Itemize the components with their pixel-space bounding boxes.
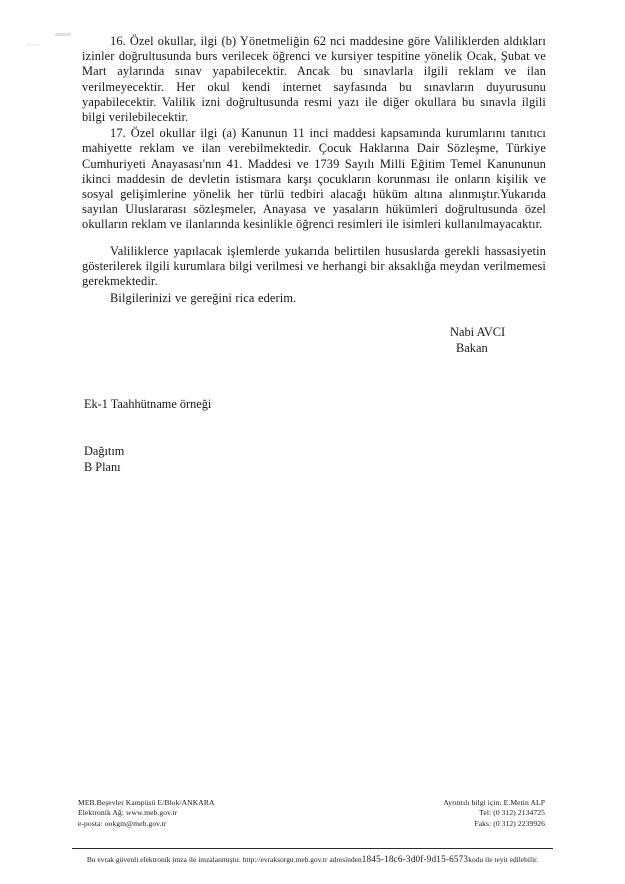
attachment-line: Ek-1 Taahhütname örneği — [84, 397, 212, 411]
attachment-block — [84, 397, 211, 412]
distribution-plan: B Planı — [84, 459, 121, 474]
paragraph-17: 17. Özel okullar ilgi (a) Kanunun 11 inci maddesi kapsamında kurumlarını tanıtıcı mahiyette reklam ve ilan verebilmektedir. Çocuk Haklarına Dair Sözleşme, Türkiye Cumhuriyeti Anayasası'nın 41. Maddesi ve 1739 Sayılı Milli Eğitim Temel Kanununun ikinci maddesin de devletin istismara karşı çocukların korunması ile onların kişilik ve sosyal gelişimlerine yönelik her türlü tedbiri alacağı hüküm altına alınmıştır.Yukarıda sayılan Uluslararası sözleşmeler, Anayasa ve yasaların hükümleri doğrultusunda özel okulların reklam ve ilanlarında kesinlikle öğrenci resimleri ile isimleri kullanılmayacaktır. — [82, 126, 546, 232]
distribution-block — [84, 444, 124, 475]
paragraph-valilikler: Valiliklerce yapılacak işlemlerde yukarıda belirtilen hususlarda gerekli hassasiyetin gösterilerek ilgili kurumlara bilgi verilmesi ve herhangi bir aksaklığa meydan verilmemesi gerekmektedir. — [82, 243, 546, 289]
footer-right-column — [443, 798, 547, 829]
verification-suffix: kodu ile teyit edilebilir. — [468, 855, 539, 864]
verification-code: 1845-18c6-3d0f-9d15-6573 — [361, 854, 469, 864]
footer-divider — [72, 848, 553, 849]
paragraph-closing: Bilgilerinizi ve gereğini rica ederim. — [110, 291, 297, 306]
distribution-heading: Dağıtım — [84, 444, 125, 458]
footer-website: Elektronik Ağ: www.meb.gov.tr — [78, 808, 178, 818]
e-signature-verification-line — [0, 854, 625, 865]
scan-artifact-mark — [55, 33, 71, 36]
signature-block — [398, 324, 548, 356]
signer-name: Nabi AVCI — [450, 325, 506, 339]
footer-fax: Faks: (0 312) 2239926 — [474, 818, 545, 828]
footer-phone: Tel: (0 312) 2134725 — [479, 808, 545, 818]
scan-artifact-mark-secondary — [26, 44, 40, 46]
footer-address: MEB.Beşevler Kampüsü E/Blok/ANKARA — [78, 798, 215, 807]
footer-contact-person: Ayrıntılı bilgi için: E.Metin ALP — [443, 798, 545, 807]
verification-prefix: Bu evrak güvenli elektronik imza ile imzalanmıştır. http://evraksorgu.meb.gov.tr adresinden — [86, 855, 362, 864]
page-footer — [0, 798, 625, 829]
paragraph-spacer — [82, 234, 546, 244]
document-body — [82, 34, 546, 307]
footer-left-column — [78, 798, 215, 829]
signer-title: Bakan — [456, 341, 488, 355]
footer-email: e-posta: ookgm@meb.gov.tr — [78, 818, 167, 828]
paragraph-16: 16. Özel okullar, ilgi (b) Yönetmeliğin 62 nci maddesine göre Valiliklerden aldıkları izinler doğrultusunda burs verilecek öğrenci ve kursiyer tespitine yönelik Ocak, Şubat ve Mart aylarında sınav yapabilecektir. Ancak bu sınavlarla ilgili reklam ve ilan verilmeyecektir. Her okul kendi internet sayfasında bu sınavların duyurusunu yapabilecektir. Valilik izni doğrultusunda resmi yazı ile diğer okullara bu sınavla ilgili bilgi verilebilecektir. — [82, 34, 546, 125]
